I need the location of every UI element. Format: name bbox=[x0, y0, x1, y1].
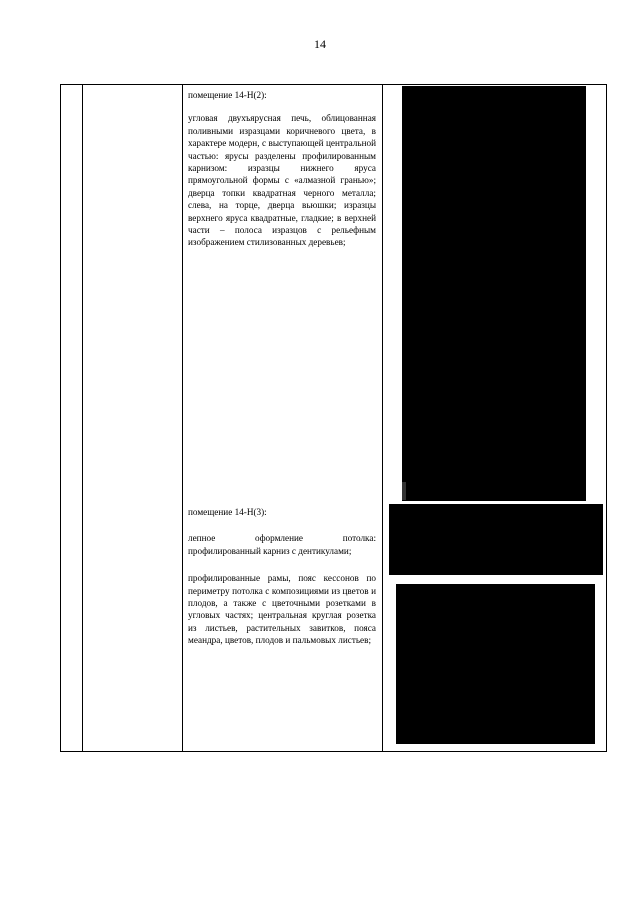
column-divider bbox=[382, 85, 383, 751]
redacted-photo bbox=[389, 504, 603, 575]
column-divider bbox=[182, 85, 183, 751]
column-divider bbox=[82, 85, 83, 751]
list-item: лепное оформление потолка: профилированный карниз с дентикулами; bbox=[188, 533, 376, 556]
list-item: угловая двухъярусная печь, облицованная поливными изразцами коричневого цвета, в характере модерн, с выступающей центральной частью: ярусы разделены профилированным карнизом: изразцы нижнего яруса прямоугольной формы с «алмазной гранью»; дверца топки квадратная черного металла; слева, на торце, дверца вьюшки; изразцы верхнего яруса квадратные, гладкие; в верхней части – полоса изразцов с рельефным изображением стилизованных деревьев; bbox=[188, 113, 376, 248]
table-cell-description bbox=[188, 506, 376, 658]
room-heading: помещение 14-Н(3): bbox=[188, 507, 267, 517]
redacted-photo bbox=[396, 584, 595, 744]
list-item: профилированные рамы, пояс кессонов по периметру потолка с композициями из цветов и плодов, а также с цветочными розетками в угловых частях; центральная круглая розетка из листьев, растительных завитков, пояса меандра, цветов, плодов и пальмовых листьев; bbox=[188, 573, 376, 646]
table-cell-description bbox=[188, 89, 376, 260]
redacted-photo bbox=[402, 86, 586, 501]
page-number: 14 bbox=[314, 37, 326, 51]
redacted-photo-edge bbox=[402, 482, 406, 500]
room-heading: помещение 14-Н(2): bbox=[188, 90, 267, 100]
